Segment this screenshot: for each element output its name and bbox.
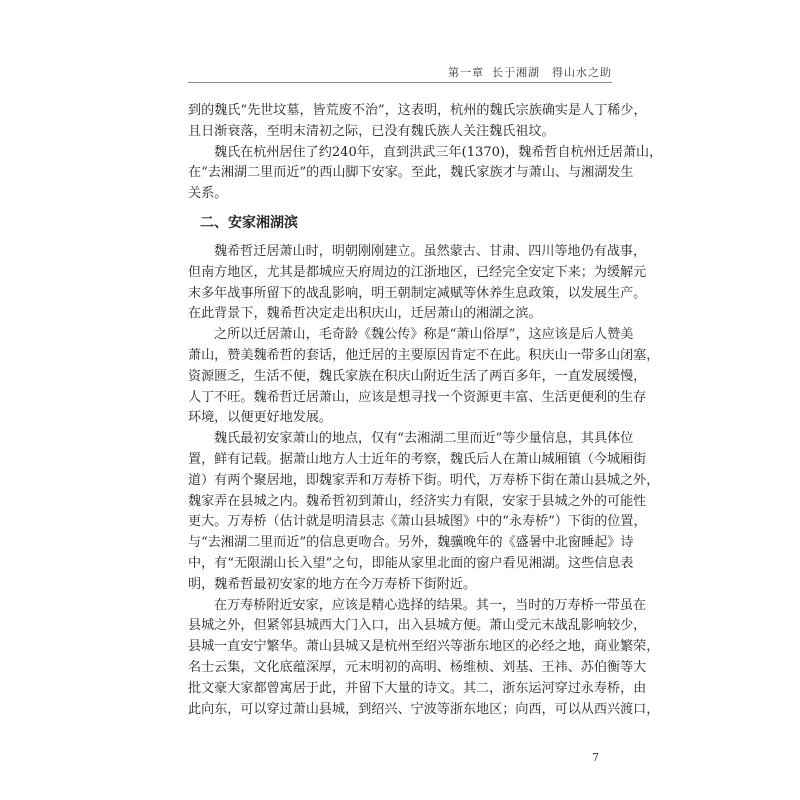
- body-text: [188, 101, 663, 720]
- text-line: 萧山，赞美魏希哲的套话，他迁居的主要原因肯定不在此。积庆山一带多山闭塞，: [188, 347, 660, 363]
- section-heading: 二、安家湘湖滨: [200, 214, 298, 231]
- text-line: 批文豪大家都曾寓居于此，并留下大量的诗文。其二，浙东运河穿过永寿桥，由: [188, 680, 647, 696]
- text-line: 魏希哲迁居萧山时，明朝刚刚建立。虽然蒙古、甘肃、四川等地仍有战事，: [214, 243, 647, 259]
- text-line: 魏氏最初安家萧山的地点，仅有“去湘湖二里而近”等少量信息，其具体位: [214, 431, 634, 447]
- text-line: 置，鲜有记载。据萧山地方人士近年的考察，魏氏后人在萧山城厢镇（今城厢街: [188, 451, 647, 467]
- text-line: 县城一直安宁繁华。萧山县城又是杭州至绍兴等浙东地区的必经之地，商业繁荣，: [188, 639, 660, 655]
- paragraph: [188, 429, 660, 595]
- running-head-chapter: 第一章: [448, 66, 484, 79]
- text-line: 魏家弄在县城之内。魏希哲初到萧山，经济实力有限，安家于县城之外的可能性: [188, 493, 647, 509]
- text-line: 县城之外，但紧邻县城西大门入口，出入县城方便。萧山受元末战乱影响较少，: [188, 618, 647, 634]
- text-line: 道）有两个聚居地，即魏家弄和万寿桥下街。明代，万寿桥下街在萧山县城之外，: [188, 472, 660, 488]
- paragraph: [188, 101, 647, 143]
- text-line: 明，魏希哲最初安家的地方在今万寿桥下街附近。: [188, 576, 477, 592]
- paragraph: [188, 325, 660, 429]
- text-line: 但南方地区，尤其是都城应天府周边的江浙地区，已经完全安定下来；为缓解元: [188, 264, 647, 280]
- text-line: 中，有“无限湖山长入望”之句，即能从家里北面的窗户看见湘湖。这些信息表: [188, 555, 634, 571]
- text-line: 到的魏氏“先世坟墓，皆荒废不治”，这表明，杭州的魏氏宗族确实是人丁稀少，: [188, 103, 647, 118]
- text-line: 在“去湘湖二里而近”的西山脚下安家。至此，魏氏家族才与萧山、与湘湖发生: [188, 165, 634, 181]
- text-line: 资源匮乏，生活不便，魏氏家族在积庆山附近生活了两百多年，一直发展缓慢，: [188, 368, 647, 384]
- paragraph: [188, 596, 660, 721]
- header-rule: [188, 82, 612, 83]
- text-line: 魏氏在杭州居住了约240年，直到洪武三年(1370)，魏希哲自杭州迁居萧山，: [214, 144, 663, 160]
- text-line: 在万寿桥附近安家，应该是精心选择的结果。其一，当时的万寿桥一带虽在: [214, 597, 647, 613]
- text-line: 在此背景下，魏希哲决定走出积庆山，迁居萧山的湘湖之滨。: [188, 306, 542, 322]
- text-line: 人丁不旺。魏希哲迁居萧山，应该是想寻找一个资源更丰富、生活更便利的生存: [188, 389, 647, 405]
- text-line: 名士云集，文化底蕴深厚，元末明初的高明、杨维桢、刘基、王祎、苏伯衡等大: [188, 659, 647, 675]
- paragraph: [188, 242, 647, 325]
- text-line: 关系。: [188, 186, 228, 202]
- text-line: 之所以迁居萧山，毛奇龄《魏公传》称是“萧山俗厚”，这应该是后人赞美: [214, 327, 634, 343]
- text-line: 末多年战事所留下的战乱影响，明王朝制定减赋等休养生息政策，以发展生产。: [188, 285, 647, 301]
- text-line: 此向东，可以穿过萧山县城，到绍兴、宁波等浙东地区；向西，可以从西兴渡口，: [188, 701, 660, 717]
- page-number: 7: [592, 751, 599, 764]
- running-head: [440, 64, 612, 80]
- text-line: 环境，以便更好地发展。: [188, 410, 333, 426]
- running-head-title: 长于湘湖 得山水之助: [492, 66, 612, 79]
- text-line: 与“去湘湖二里而近”的信息更吻合。另外，魏骥晚年的《盛暑中北窗睡起》诗: [188, 535, 634, 551]
- text-line: 且日渐衰落，至明末清初之际，已没有魏氏族人关注魏氏祖坟。: [188, 123, 555, 139]
- paragraph: [188, 143, 663, 205]
- text-line: 更大。万寿桥（估计就是明清县志《萧山县城图》中的“永寿桥”）下街的位置，: [188, 514, 647, 530]
